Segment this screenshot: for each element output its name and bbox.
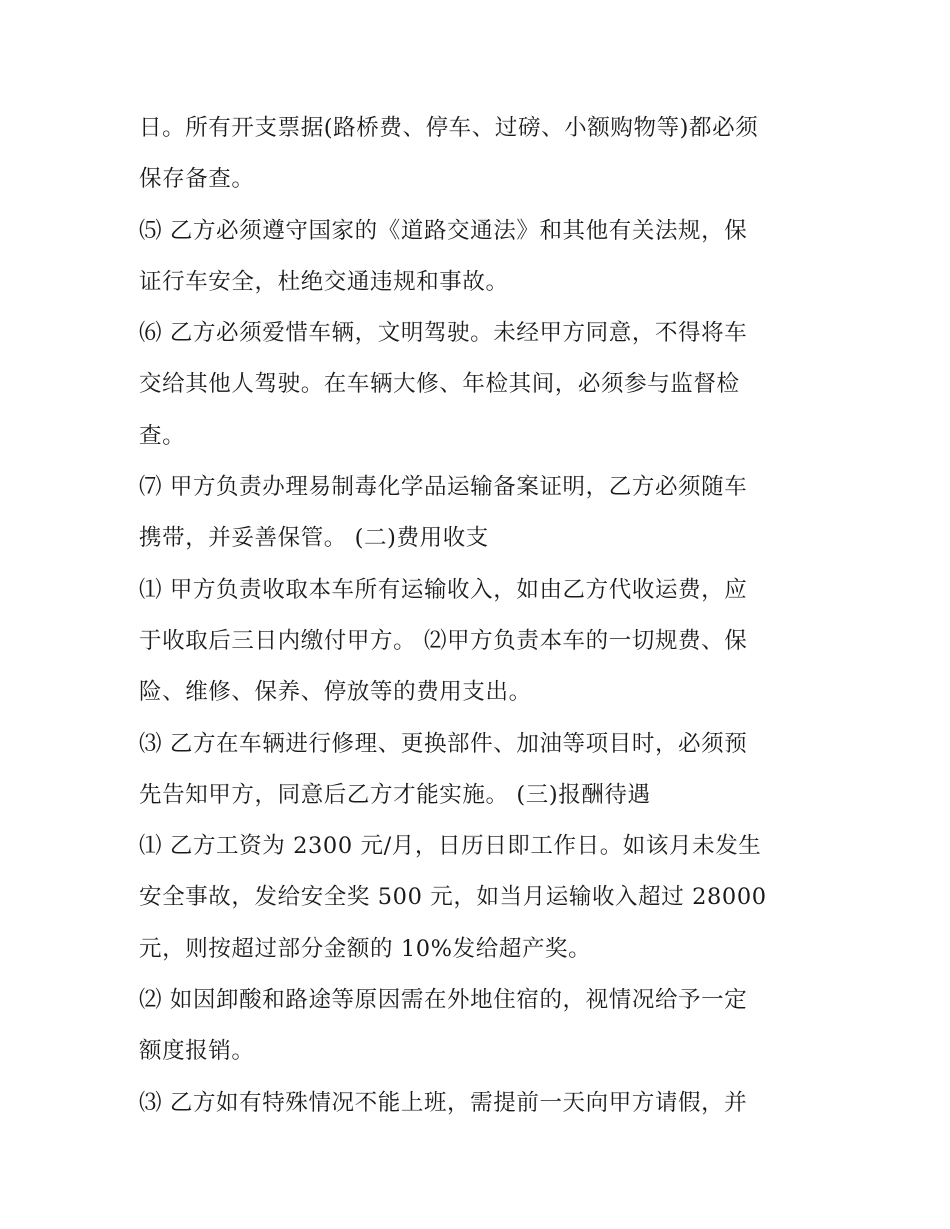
text-line: 日。所有开支票据(路桥费、停车、过磅、小额购物等)都必须 bbox=[139, 115, 759, 141]
text-line: ⑹ 乙方必须爱惜车辆，文明驾驶。未经甲方同意，不得将车 bbox=[139, 320, 748, 347]
text-line: ⑸ 乙方必须遵守国家的《道路交通法》和其他有关法规，保 bbox=[139, 217, 748, 244]
text-line: 额度报销。 bbox=[139, 1038, 255, 1065]
text-line: 携带，并妥善保管。 (二)费用收支 bbox=[139, 525, 489, 552]
text-line: 先告知甲方，同意后乙方才能实施。 (三)报酬待遇 bbox=[139, 781, 651, 808]
text-line: 险、维修、保养、停放等的费用支出。 bbox=[139, 679, 532, 706]
text-line: 查。 bbox=[139, 422, 186, 449]
text-line: 保存备查。 bbox=[139, 166, 255, 193]
text-line: 元，则按超过部分金额的 10%发给超产奖。 bbox=[139, 935, 592, 962]
document-body bbox=[139, 103, 819, 1129]
text-line: ⑺ 甲方负责办理易制毒化学品运输备案证明，乙方必须随车 bbox=[139, 474, 748, 501]
text-line: ⑵ 如因卸酸和路途等原因需在外地住宿的，视情况给予一定 bbox=[139, 987, 748, 1014]
text-line: ⑴ 甲方负责收取本车所有运输收入，如由乙方代收运费，应 bbox=[139, 576, 748, 603]
text-line: ⑴ 乙方工资为 2300 元/月，日历日即工作日。如该月未发生 bbox=[139, 833, 762, 860]
text-line: 安全事故，发给安全奖 500 元，如当月运输收入超过 28000 bbox=[139, 884, 767, 911]
text-line: 于收取后三日内缴付甲方。 ⑵甲方负责本车的一切规费、保 bbox=[139, 627, 748, 654]
text-line: ⑶ 乙方如有特殊情况不能上班，需提前一天向甲方请假，并 bbox=[139, 1089, 748, 1116]
text-line: ⑶ 乙方在车辆进行修理、更换部件、加油等项目时，必须预 bbox=[139, 730, 748, 757]
text-line: 证行车安全，杜绝交通违规和事故。 bbox=[139, 268, 509, 295]
text-line: 交给其他人驾驶。在车辆大修、年检其间，必须参与监督检 bbox=[139, 371, 740, 398]
